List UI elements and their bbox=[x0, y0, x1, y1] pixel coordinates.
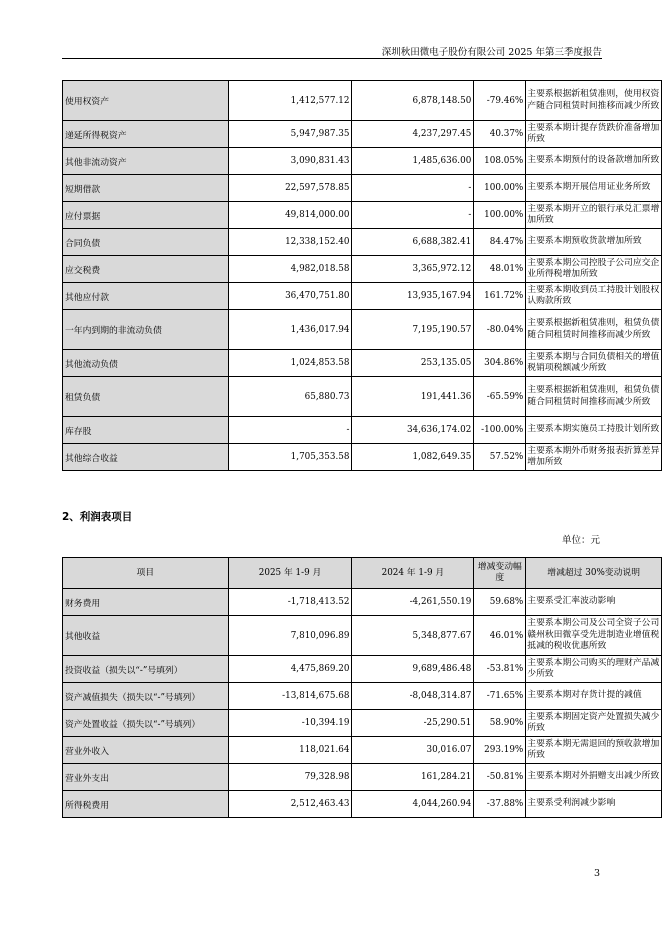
table-row bbox=[63, 616, 662, 656]
row-current-value: 22,597,578.85 bbox=[228, 175, 352, 202]
row-item-label: 递延所得税资产 bbox=[63, 121, 229, 148]
row-prior-value: 5,348,877.67 bbox=[352, 616, 474, 656]
row-change-pct: -80.04% bbox=[474, 310, 526, 350]
row-current-value: -1,718,413.52 bbox=[228, 589, 352, 616]
row-item-label: 使用权资产 bbox=[63, 81, 229, 121]
row-explanation: 主要系本期外币财务报表折算差异增加所致 bbox=[526, 444, 662, 471]
row-explanation: 主要系本期公司及公司全资子公司赣州秋田微享受先进制造业增值税抵减的税收优惠所致 bbox=[526, 616, 662, 656]
row-explanation: 主要系本期固定资产处置损失减少所致 bbox=[526, 710, 662, 737]
row-change-pct: 46.01% bbox=[474, 616, 526, 656]
table-row bbox=[63, 283, 662, 310]
row-item-label: 投资收益（损失以“-”号填列） bbox=[63, 656, 229, 683]
row-explanation: 主要系根据新租赁准则，租赁负债随合同租赁时间推移而减少所致 bbox=[526, 310, 662, 350]
row-explanation: 主要系本期对外捐赠支出减少所致 bbox=[526, 764, 662, 791]
row-prior-value: - bbox=[352, 175, 474, 202]
table-row bbox=[63, 229, 662, 256]
balance-sheet-changes-table bbox=[62, 80, 662, 471]
header-explanation: 增减超过 30%变动说明 bbox=[526, 558, 662, 589]
row-explanation: 主要系本期预付的设备款增加所致 bbox=[526, 148, 662, 175]
row-change-pct: -53.81% bbox=[474, 656, 526, 683]
row-prior-value: 3,365,972.12 bbox=[352, 256, 474, 283]
row-item-label: 短期借款 bbox=[63, 175, 229, 202]
row-item-label: 营业外收入 bbox=[63, 737, 229, 764]
row-prior-value: -4,261,550.19 bbox=[352, 589, 474, 616]
row-change-pct: 59.68% bbox=[474, 589, 526, 616]
row-current-value: 3,090,831.43 bbox=[228, 148, 352, 175]
table-row bbox=[63, 589, 662, 616]
row-explanation: 主要系受利润减少影响 bbox=[526, 791, 662, 818]
table-row bbox=[63, 764, 662, 791]
row-prior-value: 13,935,167.94 bbox=[352, 283, 474, 310]
row-explanation: 主要系本期实施员工持股计划所致 bbox=[526, 417, 662, 444]
row-prior-value: 1,485,636.00 bbox=[352, 148, 474, 175]
row-change-pct: -100.00% bbox=[474, 417, 526, 444]
row-item-label: 资产减值损失（损失以“-”号填列） bbox=[63, 683, 229, 710]
row-current-value: 1,412,577.12 bbox=[228, 81, 352, 121]
row-prior-value: 4,044,260.94 bbox=[352, 791, 474, 818]
table-row bbox=[63, 175, 662, 202]
row-prior-value: 30,016.07 bbox=[352, 737, 474, 764]
row-change-pct: -79.46% bbox=[474, 81, 526, 121]
row-item-label: 其他应付款 bbox=[63, 283, 229, 310]
row-prior-value: 161,284.21 bbox=[352, 764, 474, 791]
row-item-label: 营业外支出 bbox=[63, 764, 229, 791]
row-prior-value: 7,195,190.57 bbox=[352, 310, 474, 350]
row-item-label: 其他综合收益 bbox=[63, 444, 229, 471]
row-change-pct: 161.72% bbox=[474, 283, 526, 310]
page-number: 3 bbox=[593, 868, 600, 879]
row-item-label: 其他收益 bbox=[63, 616, 229, 656]
row-explanation: 主要系本期公司控股子公司应交企业所得税增加所致 bbox=[526, 256, 662, 283]
row-prior-value: 4,237,297.45 bbox=[352, 121, 474, 148]
table-header-row bbox=[63, 558, 662, 589]
row-change-pct: 58.90% bbox=[474, 710, 526, 737]
row-change-pct: -71.65% bbox=[474, 683, 526, 710]
row-change-pct: 48.01% bbox=[474, 256, 526, 283]
row-item-label: 其他非流动资产 bbox=[63, 148, 229, 175]
row-explanation: 主要系本期收到员工持股计划股权认购款所致 bbox=[526, 283, 662, 310]
row-change-pct: -37.88% bbox=[474, 791, 526, 818]
row-current-value: 2,512,463.43 bbox=[228, 791, 352, 818]
row-change-pct: 108.05% bbox=[474, 148, 526, 175]
income-statement-changes-table bbox=[62, 557, 662, 818]
row-change-pct: 40.37% bbox=[474, 121, 526, 148]
row-explanation: 主要系本期无需退回的预收款增加所致 bbox=[526, 737, 662, 764]
table-row bbox=[63, 737, 662, 764]
table-row bbox=[63, 350, 662, 377]
row-change-pct: 100.00% bbox=[474, 175, 526, 202]
row-explanation: 主要系受汇率波动影响 bbox=[526, 589, 662, 616]
table-row bbox=[63, 377, 662, 417]
row-explanation: 主要系根据新租赁准则，租赁负债随合同租赁时间推移而减少所致 bbox=[526, 377, 662, 417]
row-current-value: -13,814,675.68 bbox=[228, 683, 352, 710]
row-explanation: 主要系本期对存货计提的减值 bbox=[526, 683, 662, 710]
row-item-label: 其他流动负债 bbox=[63, 350, 229, 377]
row-item-label: 财务费用 bbox=[63, 589, 229, 616]
table-row bbox=[63, 148, 662, 175]
table-row bbox=[63, 310, 662, 350]
row-current-value: 36,470,751.80 bbox=[228, 283, 352, 310]
row-current-value: 1,024,853.58 bbox=[228, 350, 352, 377]
row-explanation: 主要系本期与合同负债相关的增值税销项税额减少所致 bbox=[526, 350, 662, 377]
row-item-label: 一年内到期的非流动负债 bbox=[63, 310, 229, 350]
row-current-value: - bbox=[228, 417, 352, 444]
row-prior-value: -8,048,314.87 bbox=[352, 683, 474, 710]
table-row bbox=[63, 683, 662, 710]
row-current-value: -10,394.19 bbox=[228, 710, 352, 737]
section-title-income-statement: 2、利润表项目 bbox=[62, 511, 133, 523]
table-row bbox=[63, 256, 662, 283]
row-prior-value: 191,441.36 bbox=[352, 377, 474, 417]
row-item-label: 库存股 bbox=[63, 417, 229, 444]
table-row bbox=[63, 202, 662, 229]
header-current-period: 2025 年 1-9 月 bbox=[228, 558, 352, 589]
header-divider bbox=[62, 58, 602, 59]
row-item-label: 租赁负债 bbox=[63, 377, 229, 417]
row-prior-value: -25,290.51 bbox=[352, 710, 474, 737]
row-prior-value: 6,688,382.41 bbox=[352, 229, 474, 256]
row-current-value: 1,705,353.58 bbox=[228, 444, 352, 471]
row-explanation: 主要系本期预收货款增加所致 bbox=[526, 229, 662, 256]
row-prior-value: 6,878,148.50 bbox=[352, 81, 474, 121]
row-prior-value: 9,689,486.48 bbox=[352, 656, 474, 683]
row-current-value: 118,021.64 bbox=[228, 737, 352, 764]
header-item: 项目 bbox=[63, 558, 229, 589]
row-prior-value: 253,135.05 bbox=[352, 350, 474, 377]
row-current-value: 4,982,018.58 bbox=[228, 256, 352, 283]
row-item-label: 合同负债 bbox=[63, 229, 229, 256]
row-change-pct: -65.59% bbox=[474, 377, 526, 417]
table-row bbox=[63, 791, 662, 818]
row-current-value: 4,475,869.20 bbox=[228, 656, 352, 683]
unit-label: 单位：元 bbox=[561, 535, 600, 546]
row-item-label: 所得税费用 bbox=[63, 791, 229, 818]
row-change-pct: -50.81% bbox=[474, 764, 526, 791]
row-explanation: 主要系本期公司购买的理财产品减少所致 bbox=[526, 656, 662, 683]
table-row bbox=[63, 81, 662, 121]
row-change-pct: 293.19% bbox=[474, 737, 526, 764]
row-current-value: 7,810,096.89 bbox=[228, 616, 352, 656]
row-prior-value: 34,636,174.02 bbox=[352, 417, 474, 444]
row-current-value: 49,814,000.00 bbox=[228, 202, 352, 229]
row-explanation: 主要系本期计提存货跌价准备增加所致 bbox=[526, 121, 662, 148]
row-explanation: 主要系本期开展信用证业务所致 bbox=[526, 175, 662, 202]
row-change-pct: 304.86% bbox=[474, 350, 526, 377]
table-row bbox=[63, 121, 662, 148]
header-change-pct: 增减变动幅度 bbox=[474, 558, 526, 589]
row-explanation: 主要系根据新租赁准则，使用权资产随合同租赁时间推移而减少所致 bbox=[526, 81, 662, 121]
table-row bbox=[63, 444, 662, 471]
row-item-label: 应付票据 bbox=[63, 202, 229, 229]
row-explanation: 主要系本期开立的银行承兑汇票增加所致 bbox=[526, 202, 662, 229]
row-current-value: 79,328.98 bbox=[228, 764, 352, 791]
table-row bbox=[63, 656, 662, 683]
row-item-label: 应交税费 bbox=[63, 256, 229, 283]
table-row bbox=[63, 710, 662, 737]
header-prior-period: 2024 年 1-9 月 bbox=[352, 558, 474, 589]
row-current-value: 1,436,017.94 bbox=[228, 310, 352, 350]
row-change-pct: 57.52% bbox=[474, 444, 526, 471]
row-current-value: 12,338,152.40 bbox=[228, 229, 352, 256]
row-change-pct: 84.47% bbox=[474, 229, 526, 256]
row-change-pct: 100.00% bbox=[474, 202, 526, 229]
row-current-value: 5,947,987.35 bbox=[228, 121, 352, 148]
row-prior-value: 1,082,649.35 bbox=[352, 444, 474, 471]
row-prior-value: - bbox=[352, 202, 474, 229]
row-current-value: 65,880.73 bbox=[228, 377, 352, 417]
table-row bbox=[63, 417, 662, 444]
document-header: 深圳秋田微电子股份有限公司 2025 年第三季度报告 bbox=[381, 47, 602, 58]
row-item-label: 资产处置收益（损失以“-”号填列） bbox=[63, 710, 229, 737]
